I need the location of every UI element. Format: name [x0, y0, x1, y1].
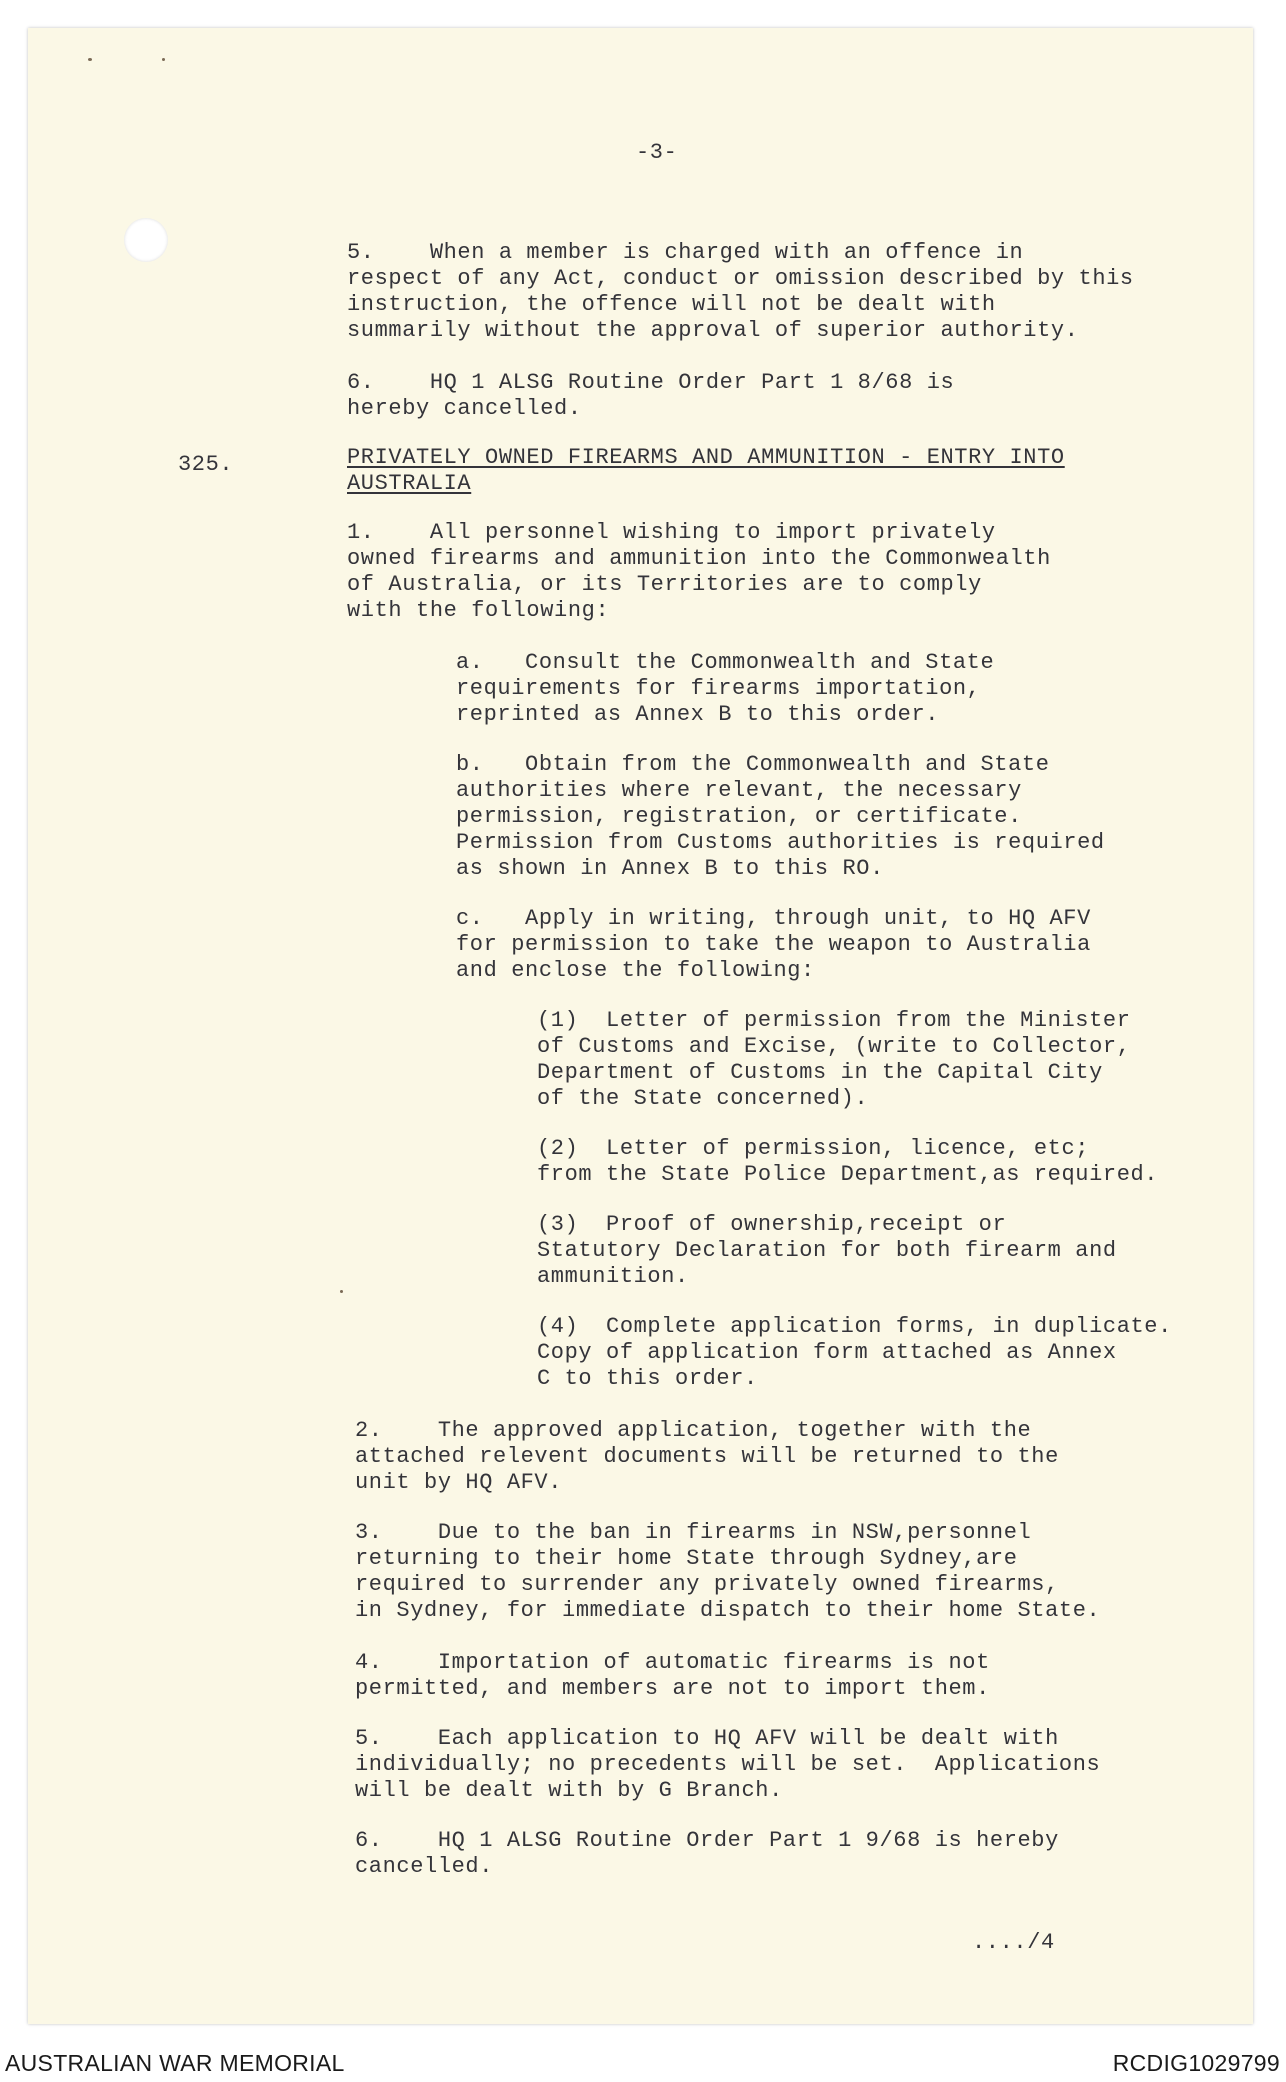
sub-b-line: authorities where relevant, the necessary — [456, 778, 1022, 803]
order-para1-line: owned firearms and ammunition into the Commonwealth — [347, 546, 1051, 571]
order-heading: AUSTRALIA — [347, 471, 472, 496]
order-para4-line: 4. Importation of automatic firearms is not — [355, 1650, 990, 1675]
order-para3-line: 3. Due to the ban in firearms in NSW,personnel — [355, 1520, 1032, 1545]
order-para2-line: attached relevent documents will be returned to the — [355, 1444, 1059, 1469]
order-para4-line: permitted, and members are not to import them. — [355, 1676, 990, 1701]
item4-line: C to this order. — [537, 1366, 758, 1391]
sub-c-line: and enclose the following: — [456, 958, 815, 983]
item3-line: ammunition. — [537, 1264, 689, 1289]
order-para3-line: in Sydney, for immediate dispatch to their home State. — [355, 1598, 1101, 1623]
order-para1-line: with the following: — [347, 598, 610, 623]
sub-c-line: for permission to take the weapon to Australia — [456, 932, 1091, 957]
order-para5-line: 5. Each application to HQ AFV will be dealt with — [355, 1726, 1059, 1751]
para6-line: hereby cancelled. — [347, 396, 582, 421]
sub-b-line: as shown in Annex B to this RO. — [456, 856, 884, 881]
order-para3-line: required to surrender any privately owned firearms, — [355, 1572, 1059, 1597]
item1-line: of Customs and Excise, (write to Collector, — [537, 1034, 1131, 1059]
paper-speck — [340, 1290, 343, 1293]
para6-line: 6. HQ 1 ALSG Routine Order Part 1 8/68 is — [347, 370, 955, 395]
order-heading: PRIVATELY OWNED FIREARMS AND AMMUNITION - ENTRY INTO — [347, 445, 1065, 470]
order-para2-line: unit by HQ AFV. — [355, 1470, 563, 1495]
continuation-marker: ..../4 — [972, 1930, 1055, 1955]
order-para6-line: 6. HQ 1 ALSG Routine Order Part 1 9/68 is hereby — [355, 1828, 1059, 1853]
footer-institution: AUSTRALIAN WAR MEMORIAL — [5, 2050, 345, 2076]
item4-line: Copy of application form attached as Annex — [537, 1340, 1117, 1365]
item1-line: Department of Customs in the Capital City — [537, 1060, 1103, 1085]
item4-line: (4) Complete application forms, in duplicate. — [537, 1314, 1172, 1339]
order-para5-line: individually; no precedents will be set. Applications — [355, 1752, 1101, 1777]
para5-line: summarily without the approval of superior authority. — [347, 318, 1079, 343]
item3-line: (3) Proof of ownership,receipt or — [537, 1212, 1007, 1237]
sub-b-line: permission, registration, or certificate. — [456, 804, 1022, 829]
paper-speck — [88, 58, 92, 61]
order-para2-line: 2. The approved application, together with the — [355, 1418, 1032, 1443]
order-para1-line: of Australia, or its Territories are to comply — [347, 572, 982, 597]
punch-hole — [124, 218, 168, 262]
order-para6-line: cancelled. — [355, 1854, 494, 1879]
order-para1-line: 1. All personnel wishing to import privately — [347, 520, 996, 545]
paper-speck — [162, 58, 165, 61]
item2-line: (2) Letter of permission, licence, etc; — [537, 1136, 1090, 1161]
sub-a-line: a. Consult the Commonwealth and State — [456, 650, 995, 675]
para5-line: 5. When a member is charged with an offence in — [347, 240, 1024, 265]
sub-c-line: c. Apply in writing, through unit, to HQ AFV — [456, 906, 1091, 931]
item3-line: Statutory Declaration for both firearm and — [537, 1238, 1117, 1263]
item1-line: of the State concerned). — [537, 1086, 869, 1111]
sub-a-line: requirements for firearms importation, — [456, 676, 981, 701]
sub-a-line: reprinted as Annex B to this order. — [456, 702, 940, 727]
item1-line: (1) Letter of permission from the Minister — [537, 1008, 1131, 1033]
para5-line: respect of any Act, conduct or omission described by this — [347, 266, 1134, 291]
order-para3-line: returning to their home State through Sydney,are — [355, 1546, 1018, 1571]
para5-line: instruction, the offence will not be dealt with — [347, 292, 996, 317]
page-number: -3- — [636, 140, 678, 165]
sub-b-line: Permission from Customs authorities is required — [456, 830, 1105, 855]
order-number: 325. — [178, 452, 234, 477]
sub-b-line: b. Obtain from the Commonwealth and State — [456, 752, 1050, 777]
order-para5-line: will be dealt with by G Branch. — [355, 1778, 783, 1803]
item2-line: from the State Police Department,as required. — [537, 1162, 1159, 1187]
footer-record-id: RCDIG1029799 — [1112, 2050, 1280, 2076]
